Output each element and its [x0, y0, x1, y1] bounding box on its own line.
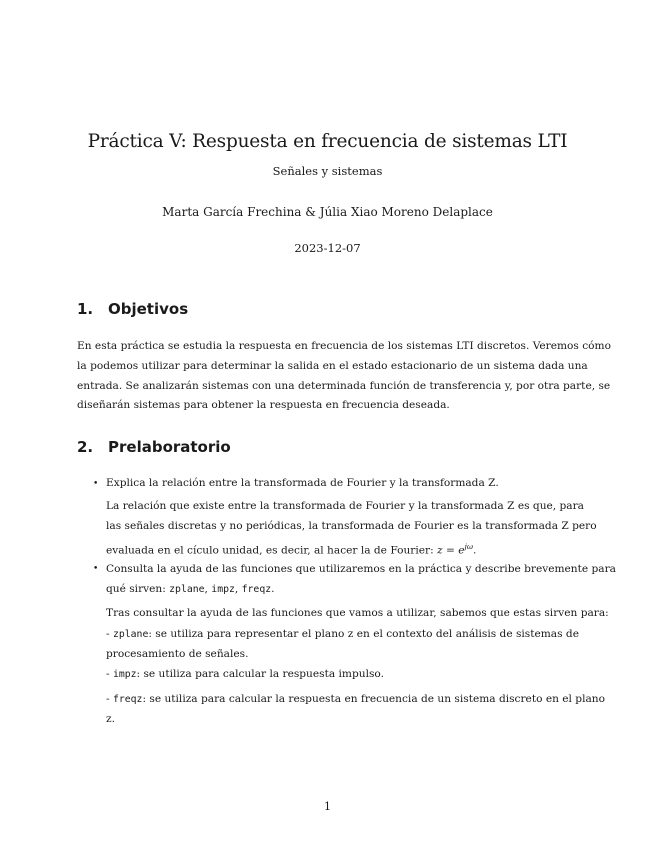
formula-base: e: [458, 544, 465, 557]
page-number: 1: [324, 800, 331, 813]
code-impz: impz: [112, 669, 137, 680]
code-impz: impz: [211, 583, 235, 595]
section-heading-objetivos: [77, 300, 188, 318]
formula-period: .: [472, 544, 477, 557]
formula-exponent: jω: [464, 541, 473, 551]
description-text: : se utiliza para calcular la respuesta impulso.: [136, 668, 384, 680]
document-subtitle: Señales y sistemas: [272, 164, 383, 178]
formula-equals: =: [442, 544, 459, 557]
section-number: 1.: [77, 300, 94, 318]
question-line: [106, 580, 579, 600]
impz-description: [106, 665, 579, 685]
list-item-answer-intro: [106, 604, 609, 624]
list-item-answer: [106, 497, 597, 561]
paragraph-line: la podemos utilizar para determinar la salida en el estado estacionario de un sistema dada una: [77, 359, 588, 372]
dash: -: [106, 628, 113, 640]
paragraph-line: entrada. Se analizarán sistemas con una determinada función de transferencia y, por otra parte, se: [77, 379, 611, 392]
question-text: Explica la relación entre la transformada de Fourier y la transformada Z.: [106, 477, 499, 489]
bullet-icon: •: [93, 564, 99, 574]
document-title: Práctica V: Respuesta en frecuencia de sistemas LTI: [87, 131, 568, 152]
list-item-question: [106, 560, 616, 600]
answer-line: las señales discretas y no periódicas, la transformada de Fourier es la transformada Z pero: [106, 519, 597, 532]
answer-line: [106, 625, 579, 645]
list-item-question: [106, 474, 579, 494]
dash: -: [106, 668, 113, 680]
code-freqz: freqz: [112, 694, 143, 705]
zplane-description: [106, 625, 579, 665]
section-title: Prelaboratorio: [108, 438, 231, 456]
section-heading-prelaboratorio: [77, 438, 231, 456]
answer-line: procesamiento de señales.: [106, 647, 249, 660]
answer-line: [106, 690, 605, 710]
answer-line: Tras consultar la ayuda de las funciones que vamos a utilizar, sabemos que estas sirven para:: [106, 607, 609, 619]
document-authors: Marta García Frechina & Júlia Xiao Moreno Delaplace: [162, 205, 493, 219]
bullet-icon: •: [93, 479, 99, 489]
separator: ,: [234, 582, 242, 595]
question-prefix: qué sirven:: [106, 582, 170, 595]
code-zplane: zplane: [169, 583, 205, 595]
freqz-description: [106, 690, 605, 730]
answer-line: La relación que existe entre la transformada de Fourier y la transformada Z es que, para: [106, 500, 584, 512]
answer-text: evaluada en el cículo unidad, es decir, al hacer la de Fourier:: [106, 544, 434, 557]
formula-variable: z: [437, 544, 443, 557]
dash: -: [106, 693, 113, 705]
section-number: 2.: [77, 438, 94, 456]
answer-line: [106, 665, 579, 685]
answer-line: [106, 537, 579, 561]
question-line: Consulta la ayuda de las funciones que utilizaremos en la práctica y describe brevemente para: [106, 563, 616, 575]
description-text: : se utiliza para representar el plano z en el contexto del análisis de sistemas de: [148, 628, 579, 640]
code-freqz: freqz: [241, 583, 272, 595]
question-end: .: [271, 582, 275, 595]
paragraph-line: En esta práctica se estudia la respuesta en frecuencia de los sistemas LTI discretos. Veremos cómo: [77, 340, 611, 352]
document-date: 2023-12-07: [294, 241, 361, 255]
paragraph-line: diseñarán sistemas para obtener la respuesta en frecuencia deseada.: [77, 399, 450, 412]
separator: ,: [204, 582, 212, 595]
objetivos-paragraph: [77, 337, 611, 416]
description-text: : se utiliza para calcular la respuesta en frecuencia de un sistema discreto en el plano: [142, 693, 605, 705]
answer-line: z.: [106, 712, 115, 725]
code-zplane: zplane: [112, 629, 149, 640]
section-title: Objetivos: [108, 300, 189, 318]
